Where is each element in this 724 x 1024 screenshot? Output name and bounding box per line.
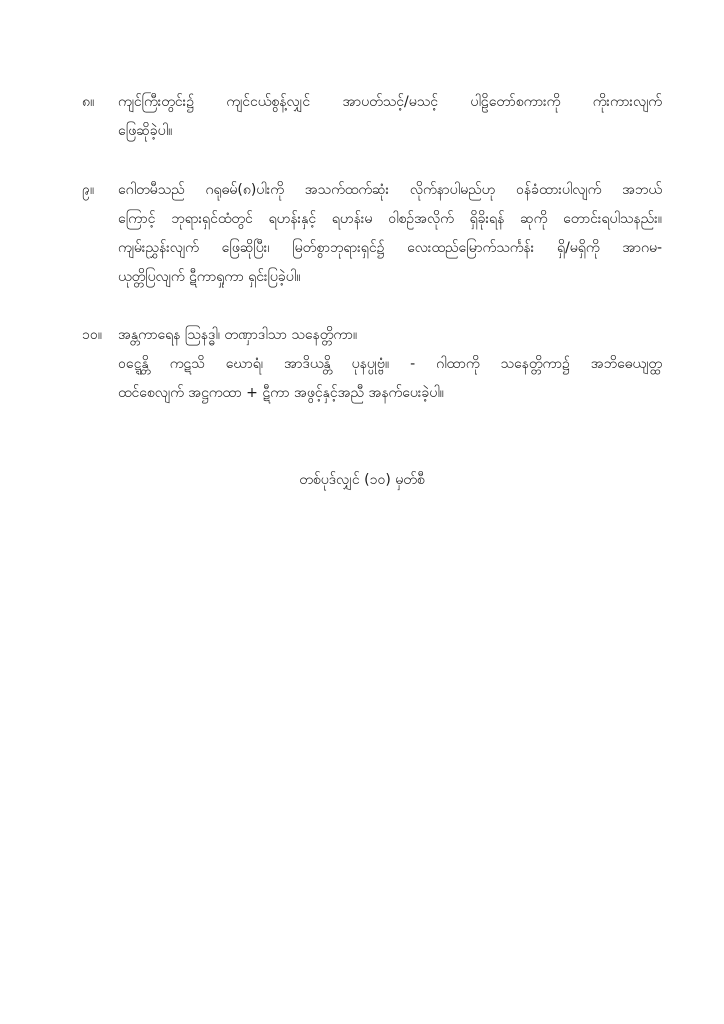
question-8 bbox=[82, 88, 662, 146]
question-number: ၈။ bbox=[82, 94, 95, 110]
question-line: အန္တကာရေန သြနဒ္ဓါ၊ တဏှာဒါသာ သနေတ္တိကာ။ bbox=[118, 327, 358, 343]
question-line: ကြောင့် ဘုရားရှင်ထံတွင် ရဟန်းနှင့် ရဟန်းမ ဝါစဉ်အလိုက် ရှိခိုးရန် ဆုကို တောင်းရပါသနည်း။ bbox=[118, 211, 662, 227]
question-line: ကျင်ကြီးတွင်း၌ ကျင်ငယ်စွန့်လျှင် အာပတ်သင့်/မသင့် ပါဠိတော်စကားကို ကိုးကားလျက် bbox=[118, 94, 662, 110]
question-line: ဝဋ္ဋေန္တိ ကဋသိ ဃောရံ၊ အာဒိယန္တိ ပုနပ္ပုဗ္ဗံ။ - ဂါထာကို သနေတ္တိကာ၌ အဘိဓေယျတ္ထ bbox=[118, 356, 662, 372]
question-text bbox=[118, 176, 662, 292]
question-text bbox=[118, 321, 662, 408]
marks-note: တစ်ပုဒ်လျှင် (၁၀) မှတ်စီ bbox=[299, 472, 425, 488]
question-number: ၉။ bbox=[82, 182, 95, 198]
question-line: ဖြေဆိုခဲ့ပါ။ bbox=[118, 123, 173, 139]
question-line: ဂေါတမီသည် ဂရုဓမ်(၈)ပါးကို အသက်ထက်ဆုံး လိုက်နာပါမည်ဟု ဝန်ခံထားပါလျက် အဘယ် bbox=[118, 182, 662, 198]
question-number: ၁၀။ bbox=[82, 327, 102, 343]
question-9 bbox=[82, 176, 662, 292]
question-line: ယုတ္တိပြလျက် ဋီကာရှုကာ ရှင်းပြခဲ့ပါ။ bbox=[118, 269, 301, 285]
question-line: ကျမ်းညွှန်းလျက် ဖြေဆိုပြီး၊ မြတ်စွာဘုရားရှင်၌ လေးထည်မြောက်သင်္ကန်း ရှိ/မရှိကို အာဂမ- bbox=[118, 240, 662, 256]
question-line: ထင်စေလျက် အဋ္ဌကထာ + ဋီကာ အဖွင့်နှင့်အညီ အနက်ပေးခဲ့ပါ။ bbox=[118, 385, 444, 401]
question-text bbox=[118, 88, 662, 146]
question-10 bbox=[82, 321, 662, 408]
